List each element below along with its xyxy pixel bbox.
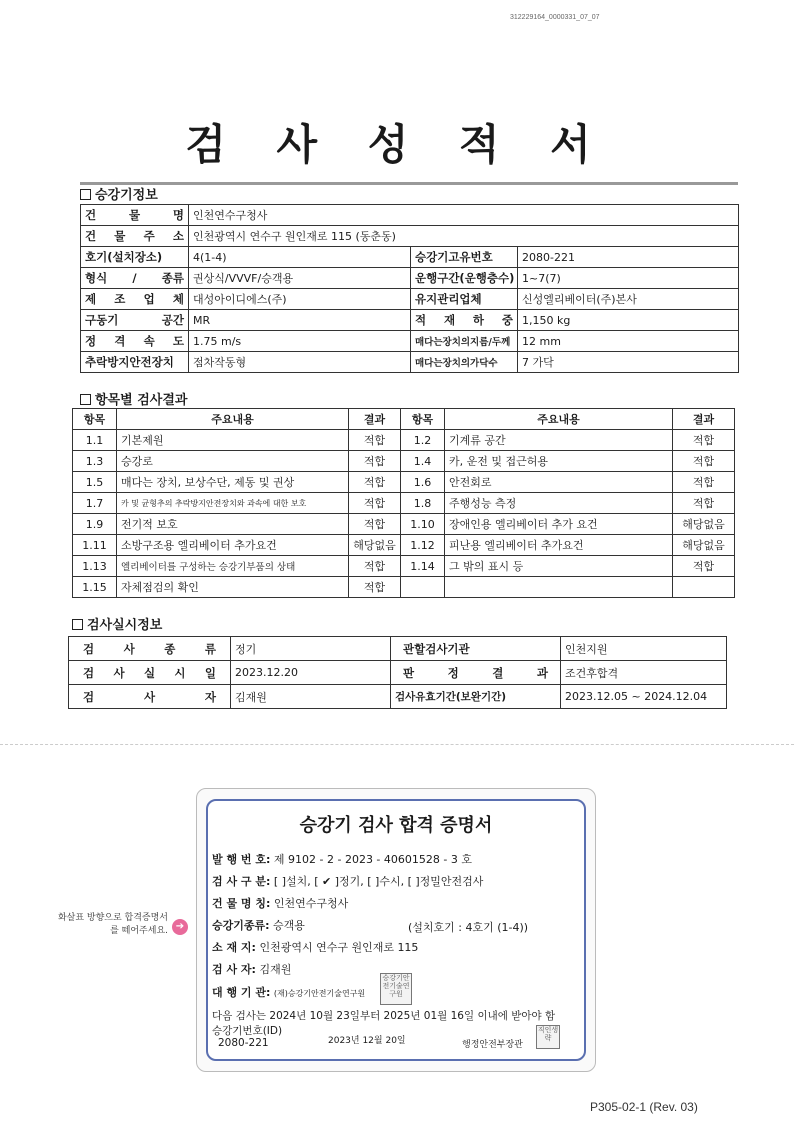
cert-issuer: 행정안전부장관 <box>462 1040 523 1050</box>
elevator-info-table <box>80 204 739 373</box>
item-result: 적합 <box>673 472 735 493</box>
cert-type-label: 승강기종류: <box>212 919 270 932</box>
item-content <box>445 577 673 598</box>
page-title: 검 사 성 적 서 <box>185 120 609 169</box>
label-type: 형식 / 종류 <box>81 268 189 289</box>
checkbox-icon <box>72 619 83 630</box>
label-validity: 검사유효기간(보완기간) <box>391 685 561 709</box>
cert-issue-row <box>212 851 472 867</box>
cert-insp-row <box>212 961 291 977</box>
item-result: 적합 <box>673 430 735 451</box>
results-table <box>72 408 735 598</box>
section-title: 검사실시정보 <box>87 618 163 633</box>
header-result: 결과 <box>673 409 735 430</box>
item-content: 소방구조용 엘리베이터 추가요건 <box>117 535 349 556</box>
item-no: 1.4 <box>401 451 445 472</box>
item-no: 1.12 <box>401 535 445 556</box>
item-content: 매다는 장치, 보상수단, 제동 및 권상 <box>117 472 349 493</box>
agency-seal <box>380 973 412 1005</box>
item-no: 1.9 <box>73 514 117 535</box>
label-inspection-kind: 검 사 종 류 <box>69 637 231 661</box>
value-address: 인천광역시 연수구 원인재로 115 (동춘동) <box>189 226 739 247</box>
item-content: 장애인용 엘리베이터 추가 요건 <box>445 514 673 535</box>
checkbox-icon <box>80 394 91 405</box>
table-row <box>73 451 735 472</box>
item-no: 1.14 <box>401 556 445 577</box>
value-validity: 2023.12.05 ~ 2024.12.04 <box>561 685 727 709</box>
value-maker: 대성아이디에스(주) <box>189 289 411 310</box>
header-result: 결과 <box>349 409 401 430</box>
value-type: 권상식/VVVF/승객용 <box>189 268 411 289</box>
value-agency: 인천지원 <box>561 637 727 661</box>
cert-kind-label: 검 사 구 분: <box>212 875 271 888</box>
header-content: 주요내용 <box>445 409 673 430</box>
label-speed: 정 격 속 도 <box>81 331 189 352</box>
item-result: 적합 <box>673 451 735 472</box>
cert-next-inspection: 다음 검사는 2024년 10월 23일부터 2025년 01월 16일 이내에 받아야 함 <box>212 1010 556 1022</box>
item-result: 해당없음 <box>349 535 401 556</box>
value-floors: 1~7(7) <box>518 268 739 289</box>
section-title: 항목별 검사결과 <box>95 393 188 408</box>
item-content: 승강로 <box>117 451 349 472</box>
cert-issue-no: 제 9102 - 2 - 2023 - 40601528 - 3 호 <box>273 853 472 866</box>
cert-agent-row <box>212 984 365 1000</box>
value-maint: 신성엘리베이터(주)본사 <box>518 289 739 310</box>
table-row <box>73 535 735 556</box>
item-no: 1.2 <box>401 430 445 451</box>
item-result: 적합 <box>349 514 401 535</box>
item-no: 1.8 <box>401 493 445 514</box>
title-divider <box>80 182 738 185</box>
label-inspector: 검 사 자 <box>69 685 231 709</box>
cert-bldg-value: 인천연수구청사 <box>273 897 349 910</box>
label-rope-dia: 매다는장치의지름/두께 <box>411 331 518 352</box>
value-speed: 1.75 m/s <box>189 331 411 352</box>
cert-kind-value: [ ]설치, [ ✔ ]정기, [ ]수시, [ ]정밀안전검사 <box>273 875 484 888</box>
item-result <box>673 577 735 598</box>
label-building-name: 건 물 명 <box>81 205 189 226</box>
inspection-table <box>68 636 727 709</box>
item-no: 1.5 <box>73 472 117 493</box>
table-row <box>73 556 735 577</box>
certificate-title: 승강기 검사 합격 증명서 <box>299 815 493 836</box>
agency-seal-text: 승강기안전기술연구원 <box>382 974 410 998</box>
item-content: 안전회로 <box>445 472 673 493</box>
value-unique-no: 2080-221 <box>518 247 739 268</box>
label-unit: 호기(설치장소) <box>81 247 189 268</box>
item-result: 적합 <box>673 556 735 577</box>
section-title: 승강기정보 <box>95 188 158 203</box>
form-number: P305-02-1 (Rev. 03) <box>590 1100 698 1114</box>
value-inspection-kind: 정기 <box>231 637 391 661</box>
table-row <box>73 430 735 451</box>
header-content: 주요내용 <box>117 409 349 430</box>
item-no: 1.15 <box>73 577 117 598</box>
item-result: 적합 <box>349 493 401 514</box>
item-result: 적합 <box>349 451 401 472</box>
label-fall: 추락방지안전장치 <box>81 352 189 373</box>
label-address: 건 물 주 소 <box>81 226 189 247</box>
item-content: 카 및 균형추의 추락방지안전장치와 과속에 대한 보호 <box>117 493 349 514</box>
table-row <box>73 514 735 535</box>
certificate-frame <box>206 799 586 1061</box>
label-drive: 구동기 공간 <box>81 310 189 331</box>
cert-kind-row <box>212 873 483 889</box>
value-rope-dia: 12 mm <box>518 331 739 352</box>
item-no: 1.11 <box>73 535 117 556</box>
value-inspection-date: 2023.12.20 <box>231 661 391 685</box>
value-rope-count: 7 가닥 <box>518 352 739 373</box>
label-maint: 유지관리업체 <box>411 289 518 310</box>
item-result: 적합 <box>673 493 735 514</box>
item-content: 자체점검의 확인 <box>117 577 349 598</box>
label-inspection-date: 검 사 실 시 일 <box>69 661 231 685</box>
item-no: 1.7 <box>73 493 117 514</box>
header-item: 항목 <box>73 409 117 430</box>
arrow-right-icon: ➔ <box>172 919 188 935</box>
cert-issue-label: 발 행 번 호: <box>212 853 271 866</box>
item-content: 기계류 공간 <box>445 430 673 451</box>
cert-insp-value: 김재원 <box>259 963 292 976</box>
certificate-card[interactable] <box>196 788 596 1072</box>
cert-insp-label: 검 사 자: <box>212 963 256 976</box>
value-inspector: 김재원 <box>231 685 391 709</box>
table-row <box>73 493 735 514</box>
item-no: 1.10 <box>401 514 445 535</box>
official-seal-text: 직인생략 <box>537 1026 559 1042</box>
cert-date: 2023년 12월 20일 <box>328 1036 406 1046</box>
tear-instruction: 화살표 방향으로 합격증명서를 떼어주세요. <box>57 913 168 936</box>
label-load: 적 재 하 중 <box>411 310 518 331</box>
cert-type-row <box>212 917 305 933</box>
section-heading-inspection <box>72 614 162 633</box>
item-no: 1.13 <box>73 556 117 577</box>
value-building-name: 인천연수구청사 <box>189 205 739 226</box>
cert-agent-value: (재)승강기안전기술연구원 <box>273 989 366 998</box>
value-unit: 4(1-4) <box>189 247 411 268</box>
table-row <box>73 577 735 598</box>
item-content: 그 밖의 표시 등 <box>445 556 673 577</box>
document-id: 312229164_0000331_07_07 <box>510 14 600 21</box>
cert-addr-label: 소 재 지: <box>212 941 256 954</box>
cert-addr-row <box>212 939 418 955</box>
label-rope-count: 매다는장치의가닥수 <box>411 352 518 373</box>
value-fall: 점차작동형 <box>189 352 411 373</box>
checkbox-icon <box>80 189 91 200</box>
label-agency: 관할검사기관 <box>391 637 561 661</box>
official-seal <box>536 1025 560 1049</box>
label-floors: 운행구간(운행층수) <box>411 268 518 289</box>
item-result: 적합 <box>349 472 401 493</box>
cert-agent-label: 대 행 기 관: <box>212 986 271 999</box>
cert-id-label: 승강기번호(ID) <box>212 1025 283 1037</box>
item-result: 적합 <box>349 430 401 451</box>
table-row <box>73 472 735 493</box>
item-result: 해당없음 <box>673 514 735 535</box>
item-content: 전기적 보호 <box>117 514 349 535</box>
item-content: 카, 운전 및 접근허용 <box>445 451 673 472</box>
label-unique-no: 승강기고유번호 <box>411 247 518 268</box>
item-no: 1.1 <box>73 430 117 451</box>
value-load: 1,150 kg <box>518 310 739 331</box>
item-content: 피난용 엘리베이터 추가요건 <box>445 535 673 556</box>
label-verdict: 판 정 결 과 <box>391 661 561 685</box>
item-result: 적합 <box>349 556 401 577</box>
cert-unit: (설치호기 : 4호기 (1-4)) <box>408 921 529 934</box>
tear-line <box>0 744 794 745</box>
item-no <box>401 577 445 598</box>
header-item: 항목 <box>401 409 445 430</box>
item-content: 엘리베이터를 구성하는 승강기부품의 상태 <box>117 556 349 577</box>
item-no: 1.6 <box>401 472 445 493</box>
item-no: 1.3 <box>73 451 117 472</box>
item-result: 적합 <box>349 577 401 598</box>
section-heading-elevator-info <box>80 184 158 203</box>
section-heading-results <box>80 389 187 408</box>
label-maker: 제 조 업 체 <box>81 289 189 310</box>
item-result: 해당없음 <box>673 535 735 556</box>
value-drive: MR <box>189 310 411 331</box>
cert-id-value: 2080-221 <box>218 1037 269 1049</box>
cert-type-value: 승객용 <box>273 919 305 932</box>
cert-bldg-row <box>212 895 348 911</box>
cert-bldg-label: 건 물 명 칭: <box>212 897 271 910</box>
value-verdict: 조건후합격 <box>561 661 727 685</box>
cert-addr-value: 인천광역시 연수구 원인재로 115 <box>259 941 419 954</box>
item-content: 주행성능 측정 <box>445 493 673 514</box>
item-content: 기본제원 <box>117 430 349 451</box>
